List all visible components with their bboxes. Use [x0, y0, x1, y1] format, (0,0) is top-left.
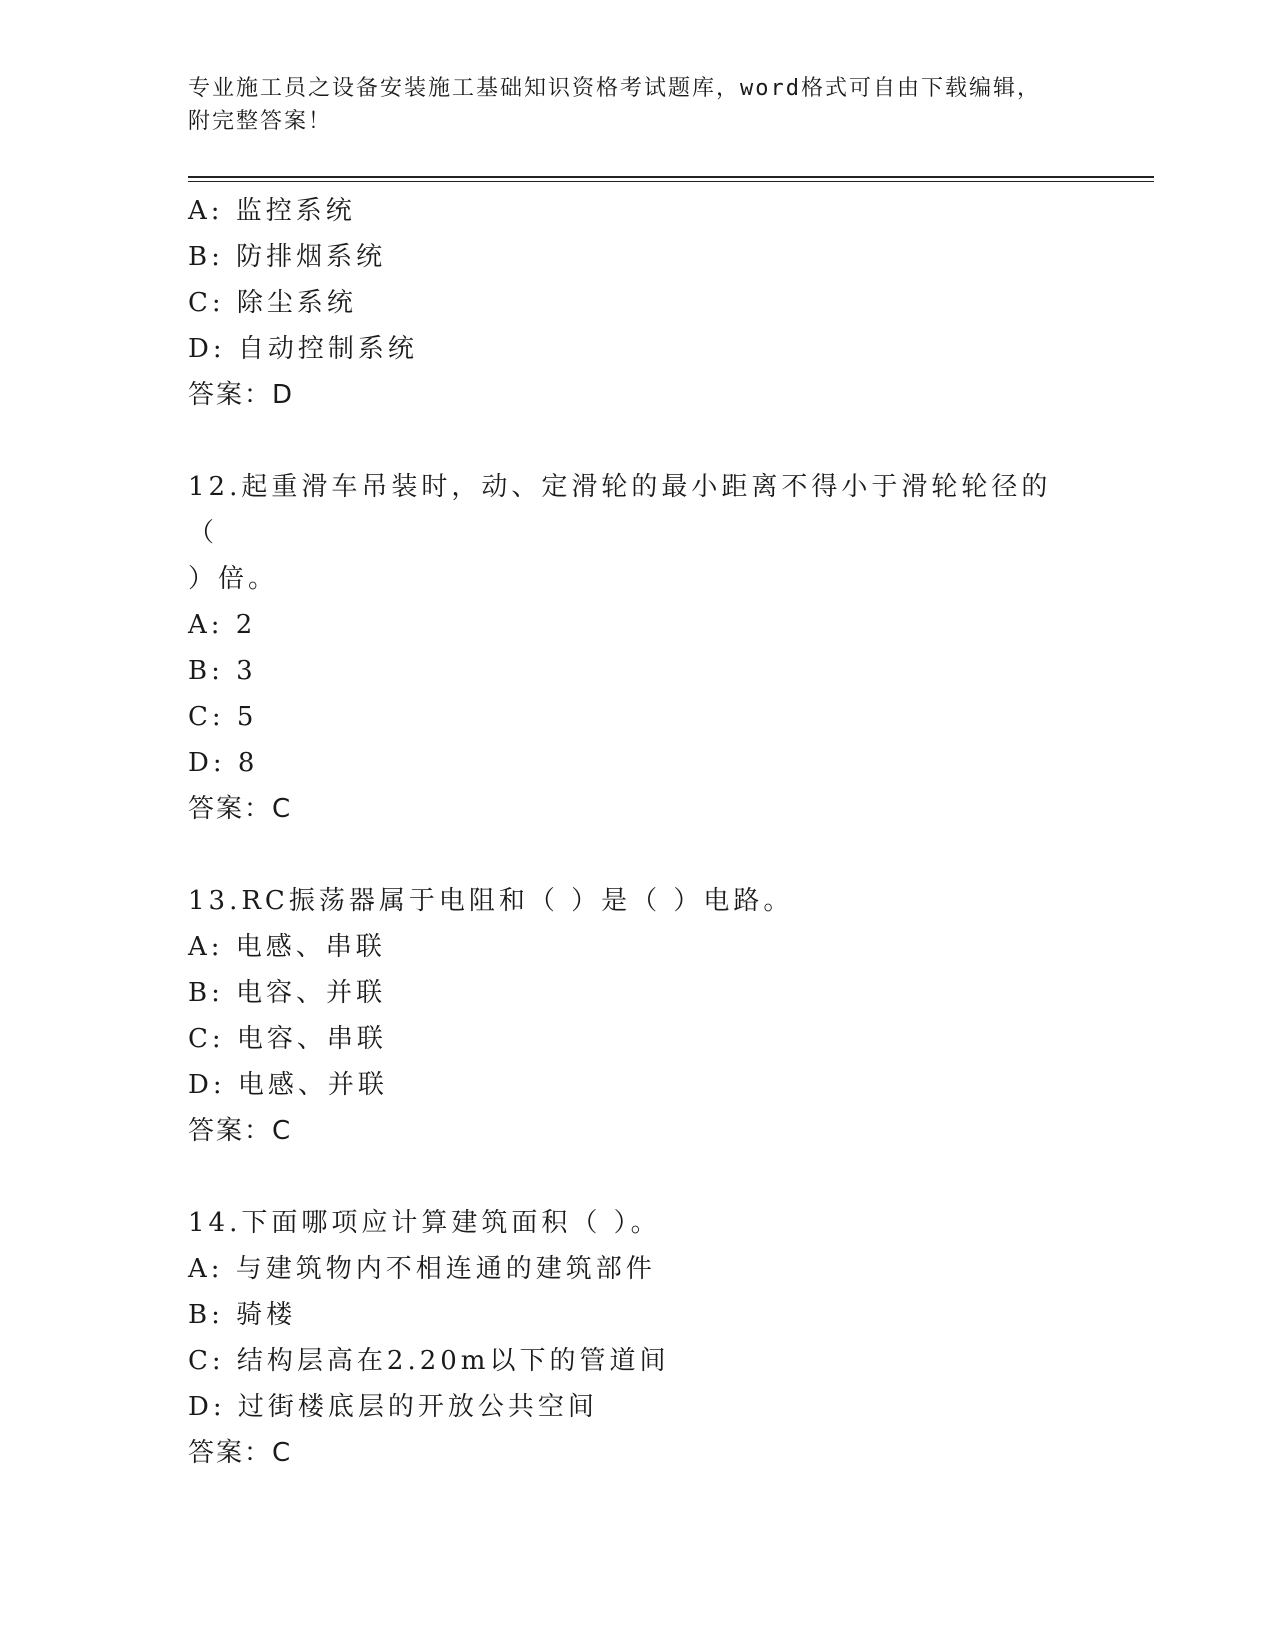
- question-spacer: [188, 1154, 1068, 1200]
- option-a: A: 与建筑物内不相连通的建筑部件: [188, 1254, 656, 1284]
- document-header: [188, 72, 1068, 138]
- answer: 答案：D: [188, 380, 295, 410]
- question-stem-line-2: ）倍。: [188, 564, 279, 594]
- question-stem: 14.下面哪项应计算建筑面积（ ）。: [188, 1208, 661, 1238]
- question-14: [188, 1200, 1068, 1476]
- option-b: B: 电容、并联: [188, 978, 387, 1008]
- option-b: B: 骑楼: [188, 1300, 297, 1330]
- answer: 答案：C: [188, 1438, 293, 1468]
- option-d: D: 自动控制系统: [188, 334, 418, 364]
- option-c: C: 电容、串联: [188, 1024, 387, 1054]
- option-c: C: 除尘系统: [188, 288, 357, 318]
- option-b: B: 3: [188, 656, 257, 686]
- header-divider-thick: [188, 176, 1154, 178]
- option-a: A: 电感、串联: [188, 932, 386, 962]
- question-stem-line-1: 12.起重滑车吊装时，动、定滑轮的最小距离不得小于滑轮轮径的（: [188, 472, 1052, 548]
- header-line-1: 专业施工员之设备安装施工基础知识资格考试题库，word格式可自由下载编辑，: [188, 76, 1041, 101]
- option-d: D: 过街楼底层的开放公共空间: [188, 1392, 598, 1422]
- option-a: A: 2: [188, 610, 257, 640]
- question-13: [188, 878, 1068, 1154]
- header-divider-thin: [188, 181, 1154, 182]
- question-stem: 13.RC振荡器属于电阻和（ ）是（ ）电路。: [188, 886, 794, 916]
- option-d: D: 电感、并联: [188, 1070, 388, 1100]
- option-c: C: 5: [188, 702, 258, 732]
- option-d: D: 8: [188, 748, 259, 778]
- question-spacer: [188, 832, 1068, 878]
- answer: 答案：C: [188, 794, 293, 824]
- option-b: B: 防排烟系统: [188, 242, 387, 272]
- answer: 答案：C: [188, 1116, 293, 1146]
- question-12: [188, 464, 1068, 832]
- option-c: C: 结构层高在2.20m以下的管道间: [188, 1346, 670, 1376]
- question-spacer: [188, 418, 1068, 464]
- header-line-2: 附完整答案！: [188, 109, 333, 134]
- question-list: [188, 188, 1068, 1476]
- question-11: [188, 188, 1068, 418]
- option-a: A: 监控系统: [188, 196, 356, 226]
